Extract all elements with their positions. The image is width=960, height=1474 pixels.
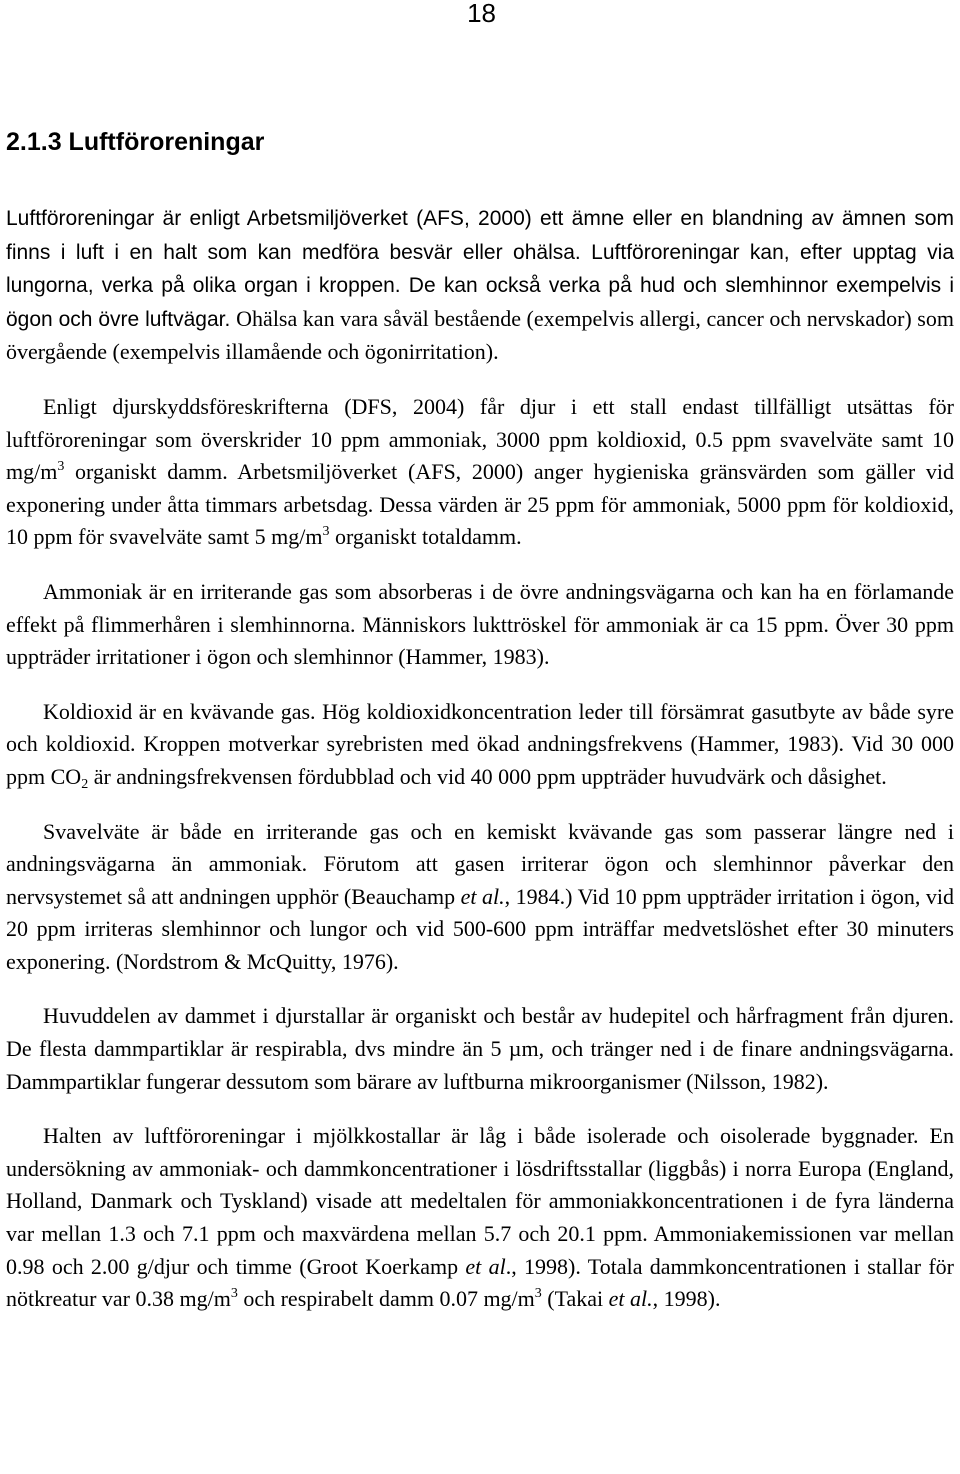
page-number: 18 (467, 0, 496, 28)
subscript: 2 (81, 776, 89, 792)
paragraph-definition-sans-text: Luftföroreningar är enligt Arbetsmiljöverket (AFS, 2000) ett ämne eller en blandning av ämnen som finns i luft i en halt som kan medföra besvär eller ohälsa. Luftföroreningar kan, efter upptag via lungorna, verka på olika organ i kroppen. De kan också verka på hud och slemhinnor exempelvis i ögon och övre luftvägar. (6, 207, 954, 331)
paragraph-hydrogen-sulfide (6, 816, 954, 979)
paragraph-definition (6, 202, 954, 369)
paragraph-text: , 1998). (652, 1286, 721, 1312)
superscript: 3 (534, 1286, 542, 1302)
paragraph-carbon-dioxide (6, 696, 954, 794)
paragraph-text: ., 1998). Totala dammkoncentrationen i stallar för nötkreatur var 0.38 mg/m (6, 1253, 954, 1312)
paragraph-text: Halten av luftföroreningar i mjölkkostallar är låg i både isolerade och oisolerade byggnader. En undersökning av ammoniak- och dammkoncentrationer i lösdriftsstallar (liggbås) i norra Europa (England, Holland, Danmark och Tyskland) visade att medeltalen för ammoniakkoncentrationen i de fyra länderna var mellan 1.3 och 7.1 ppm och maxvärdena mellan 5.7 och 20.1 ppm. Ammoniakemissionen var mellan 0.98 och 2.00 g/djur och timme (Groot Koerkamp (6, 1123, 954, 1279)
paragraph-text: Koldioxid är en kvävande gas. Hög koldioxidkoncentration leder till försämrat gasutbyte av både syre och koldioxid. Kroppen motverkar syrebristen med ökad andningsfrekvens (Hammer, 1983). Vid 30 000 ppm CO (6, 698, 954, 789)
paragraph-text: , 1984.) Vid 10 ppm uppträder irritation i ögon, vid 20 ppm irriteras slemhinnor och lungor och vid 500-600 ppm inträffar medvetslöshet efter 30 minuters exponering. (Nordstrom & McQuitty, 1976). (6, 883, 954, 974)
section-heading: 2.1.3 Luftföroreningar (6, 128, 265, 156)
paragraph-concentrations (6, 1120, 954, 1316)
paragraph-text: organiskt damm. Arbetsmiljöverket (AFS, 2000) anger hygieniska gränsvärden som gäller vid exponering under åtta timmars arbetsdag. Dessa värden är 25 ppm för ammoniak, 5000 ppm för koldioxid, 10 ppm för svavelväte samt 5 mg/m (6, 459, 954, 550)
body-text (6, 202, 954, 1316)
paragraph-text: organiskt totaldamm. (329, 524, 522, 550)
paragraph-ammonia: Ammoniak är en irriterande gas som absorberas i de övre andningsvägarna och kan ha en förlamande effekt på flimmerhåren i slemhinnorna. Människors lukttröskel för ammoniak är ca 15 ppm. Över 30 ppm uppträder irritationer i ögon och slemhinnor (Hammer, 1983). (6, 578, 954, 670)
paragraph-text: (Takai (541, 1286, 609, 1312)
paragraph-text: Svavelväte är både en irriterande gas och en kemiskt kvävande gas som passerar längre ned i andningsvägarna än ammoniak. Förutom att gasen irriterar ögon och slemhinnor påverkar den nervsystemet så att andningen upphör (Beauchamp (6, 818, 954, 909)
paragraph-text: är andningsfrekvensen fördubblad och vid 40 000 ppm uppträder huvudvärk och dåsighet. (88, 763, 887, 789)
superscript: 3 (230, 1286, 238, 1302)
superscript: 3 (322, 524, 330, 540)
paragraph-text: Enligt djurskyddsföreskrifterna (DFS, 2004) får djur i ett stall endast tillfälligt utsättas för luftföroreningar som överskrider 10 ppm ammoniak, 3000 ppm koldioxid, 0.5 ppm svavelväte samt 10 mg/m (6, 393, 954, 485)
superscript: 3 (57, 459, 65, 475)
italic-text: et al. (460, 883, 505, 909)
paragraph-text: och respirabelt damm 0.07 mg/m (237, 1286, 535, 1312)
paragraph-dust: Huvuddelen av dammet i djurstallar är organiskt och består av hudepitel och hårfragment från djuren. De flesta dammpartiklar är respirabla, dvs mindre än 5 µm, och tränger ned i de finare andningsvägarna. Dammpartiklar fungerar dessutom som bärare av luftburna mikroorganismer (Nilsson, 1982). (6, 1003, 954, 1094)
paragraph-definition-serif-text: Ohälsa kan vara såväl bestående (exempelvis allergi, cancer och nervskador) som övergående (exempelvis illamående och ögonirritation). (6, 305, 954, 365)
italic-text: et al (465, 1253, 506, 1279)
paragraph-regulations (6, 391, 954, 554)
italic-text: et al. (608, 1286, 653, 1312)
